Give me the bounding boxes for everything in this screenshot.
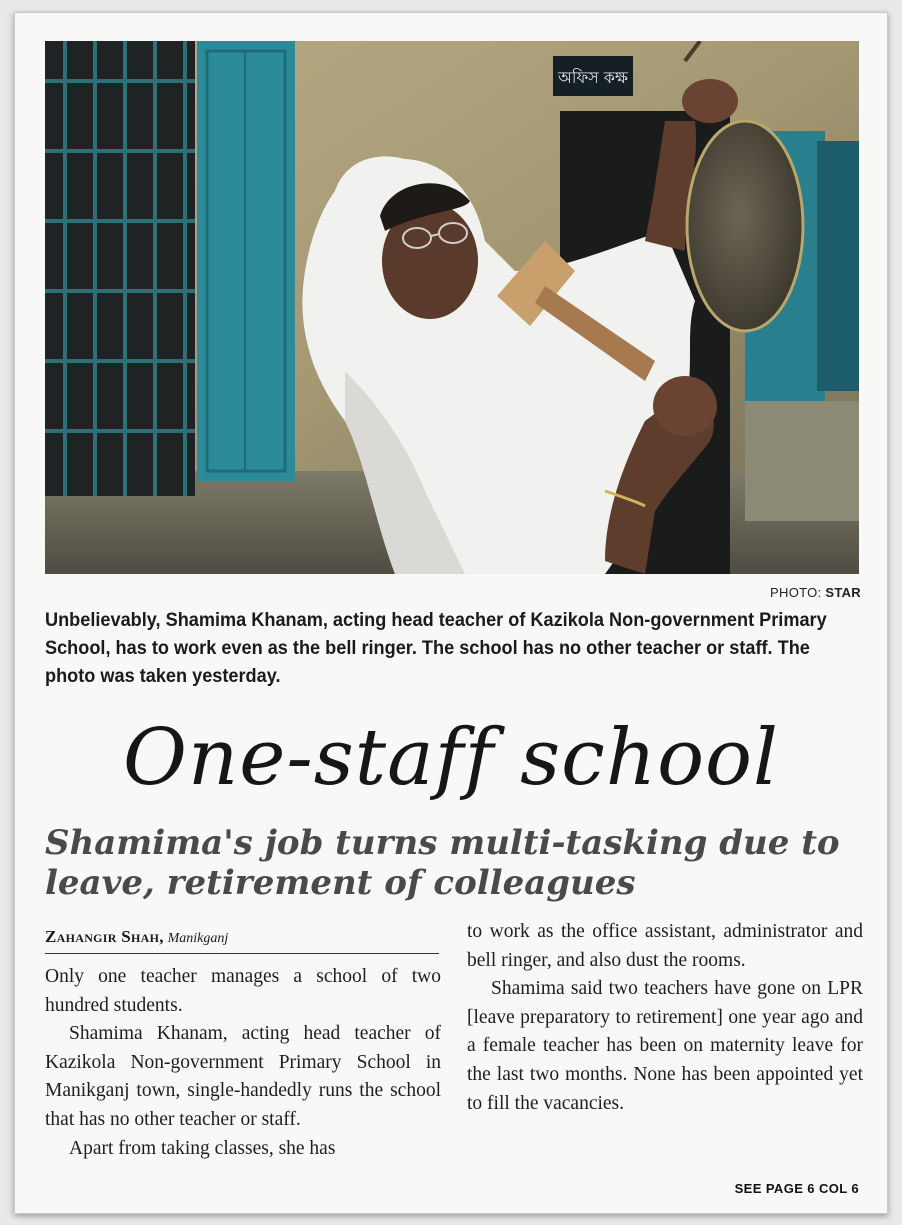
article-column-2 xyxy=(467,918,863,1118)
continued-jump-line: SEE PAGE 6 COL 6 xyxy=(734,1181,859,1196)
photo-credit-source: STAR xyxy=(825,585,861,600)
dateline-location: Manikganj xyxy=(167,931,229,946)
byline xyxy=(45,927,439,954)
paragraph: Shamima said two teachers have gone on LPR [leave preparatory to retirement] one year ago and a female teacher has been on maternity leave for the last two months. None has been appointed yet to fill the vacancies. xyxy=(467,978,863,1114)
photo-caption: Unbelievably, Shamima Khanam, acting head teacher of Kazikola Non-government Primary School, has to work even as the bell ringer. The school has no other teacher or staff. The photo was taken yesterday. xyxy=(45,609,827,687)
news-photo xyxy=(45,41,859,574)
photo-credit xyxy=(770,585,861,600)
paragraph: Apart from taking classes, she has xyxy=(69,1137,336,1159)
door-sign-text: অফিস কক্ষ xyxy=(558,68,628,87)
author-name: Zahangir Shah, xyxy=(45,927,164,946)
paragraph: to work as the office assistant, administrator and bell ringer, and also dust the rooms. xyxy=(467,921,863,971)
paragraph: Only one teacher manages a school of two hundred students. xyxy=(45,966,441,1016)
paragraph: Shamima Khanam, acting head teacher of Kazikola Non-government Primary School in Manikganj town, single-handedly runs the school that has no other teacher or staff. xyxy=(45,1023,441,1130)
newspaper-clipping xyxy=(14,12,888,1214)
subheadline: Shamima's job turns multi-tasking due to leave, retirement of colleagues xyxy=(45,823,840,903)
headline: One-staff school xyxy=(123,713,779,803)
article-column-1 xyxy=(45,963,441,1163)
photo-credit-label: PHOTO: xyxy=(770,585,822,600)
photo-illustration xyxy=(45,41,859,574)
